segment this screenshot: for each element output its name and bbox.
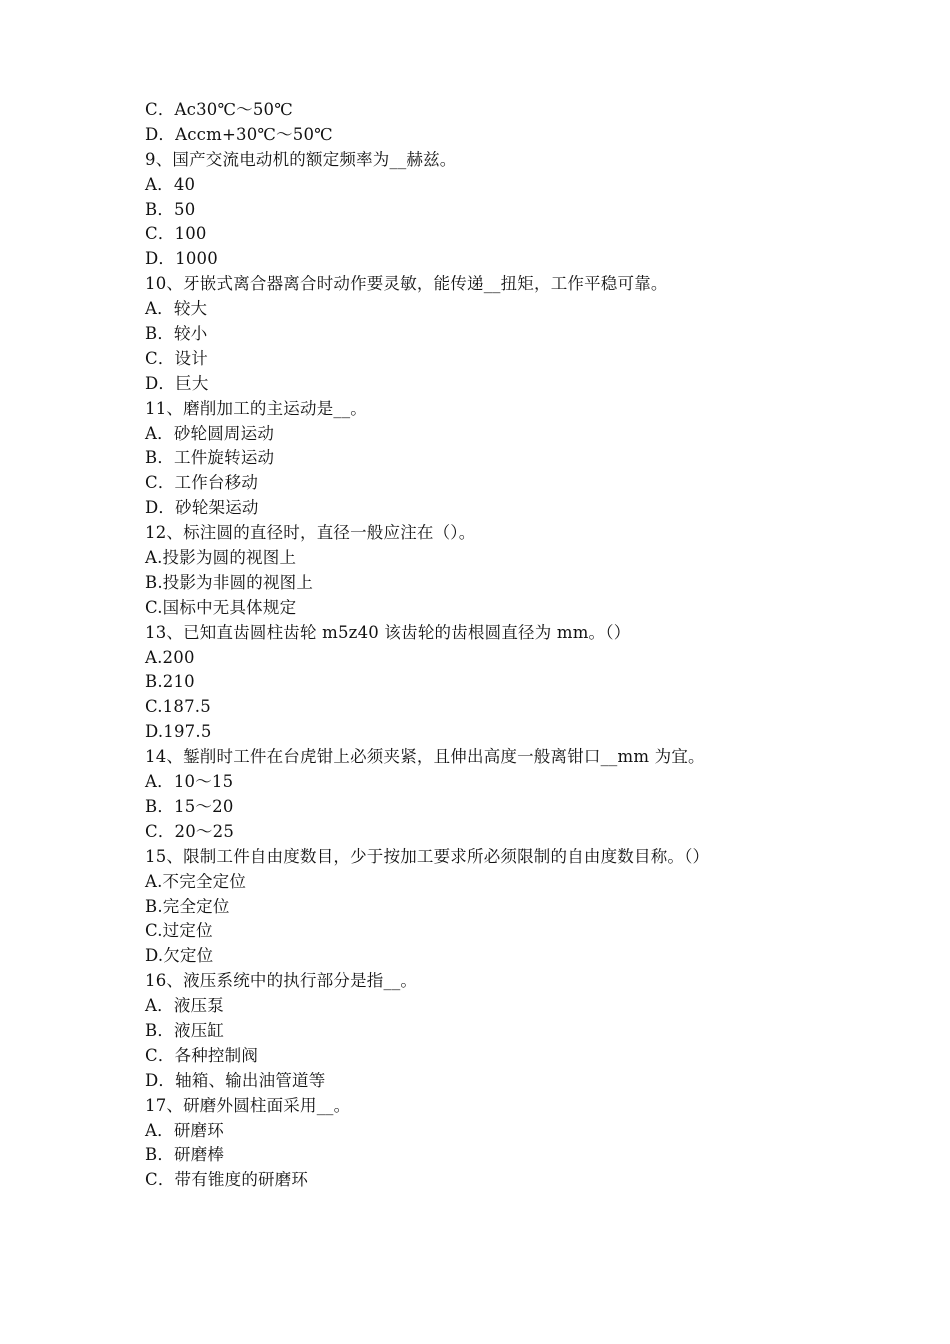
option-line: B．液压缸 — [145, 1020, 225, 1040]
option-line: B．较小 — [145, 324, 208, 344]
option-line: B．工件旋转运动 — [145, 448, 275, 468]
question-line: 9、国产交流电动机的额定频率为__赫兹。 — [145, 149, 457, 169]
question-line: 12、标注圆的直径时，直径一般应注在（）。 — [145, 523, 476, 543]
option-line: C.187.5 — [145, 697, 211, 717]
option-line: A.投影为圆的视图上 — [145, 548, 297, 568]
option-line: C.国标中无具体规定 — [145, 597, 297, 617]
option-line: A．研磨环 — [145, 1120, 224, 1140]
option-line: D．轴箱、输出油管道等 — [145, 1070, 326, 1090]
option-line: A．40 — [145, 174, 196, 194]
option-line: D．砂轮架运动 — [145, 498, 259, 518]
option-line: B．研磨棒 — [145, 1145, 225, 1165]
option-line: D．1000 — [145, 249, 218, 269]
option-line: D.197.5 — [145, 722, 212, 742]
option-line: B．50 — [145, 199, 196, 219]
option-line: B.210 — [145, 672, 195, 692]
question-line: 16、液压系统中的执行部分是指__。 — [145, 971, 418, 991]
option-line: C．20～25 — [145, 821, 235, 841]
option-line: A．液压泵 — [145, 996, 224, 1016]
option-line: C．各种控制阀 — [145, 1045, 259, 1065]
question-line: 13、已知直齿圆柱齿轮 m5z40 该齿轮的齿根圆直径为 mm。（） — [145, 622, 631, 642]
option-line: C．工作台移动 — [145, 473, 259, 493]
option-line: D.欠定位 — [145, 946, 214, 966]
option-line: D．巨大 — [145, 373, 209, 393]
question-line: 17、研磨外圆柱面采用__。 — [145, 1095, 351, 1115]
option-line: A．砂轮圆周运动 — [145, 423, 275, 443]
option-line: C．设计 — [145, 348, 208, 368]
option-line: C．带有锥度的研磨环 — [145, 1170, 309, 1190]
option-line: A.200 — [145, 647, 195, 667]
option-line: D．Accm+30℃～50℃ — [145, 124, 333, 144]
option-line: A．10～15 — [145, 772, 234, 792]
question-line: 14、錾削时工件在台虎钳上必须夹紧，且伸出高度一般离钳口__mm 为宜。 — [145, 747, 705, 767]
option-line: A.不完全定位 — [145, 871, 247, 891]
question-line: 11、磨削加工的主运动是__。 — [145, 398, 367, 418]
question-line: 10、牙嵌式离合器离合时动作要灵敏，能传递__扭矩，工作平稳可靠。 — [145, 274, 668, 294]
option-line: B．15～20 — [145, 796, 234, 816]
option-line: C．100 — [145, 224, 207, 244]
option-line: B.完全定位 — [145, 896, 230, 916]
option-line: C．Ac30℃～50℃ — [145, 100, 293, 119]
document-page — [145, 98, 845, 1193]
option-line: B.投影为非圆的视图上 — [145, 572, 314, 592]
option-line: C.过定位 — [145, 921, 213, 941]
option-line: A．较大 — [145, 299, 208, 319]
question-line: 15、限制工件自由度数目，少于按加工要求所必须限制的自由度数目称。（） — [145, 846, 710, 866]
